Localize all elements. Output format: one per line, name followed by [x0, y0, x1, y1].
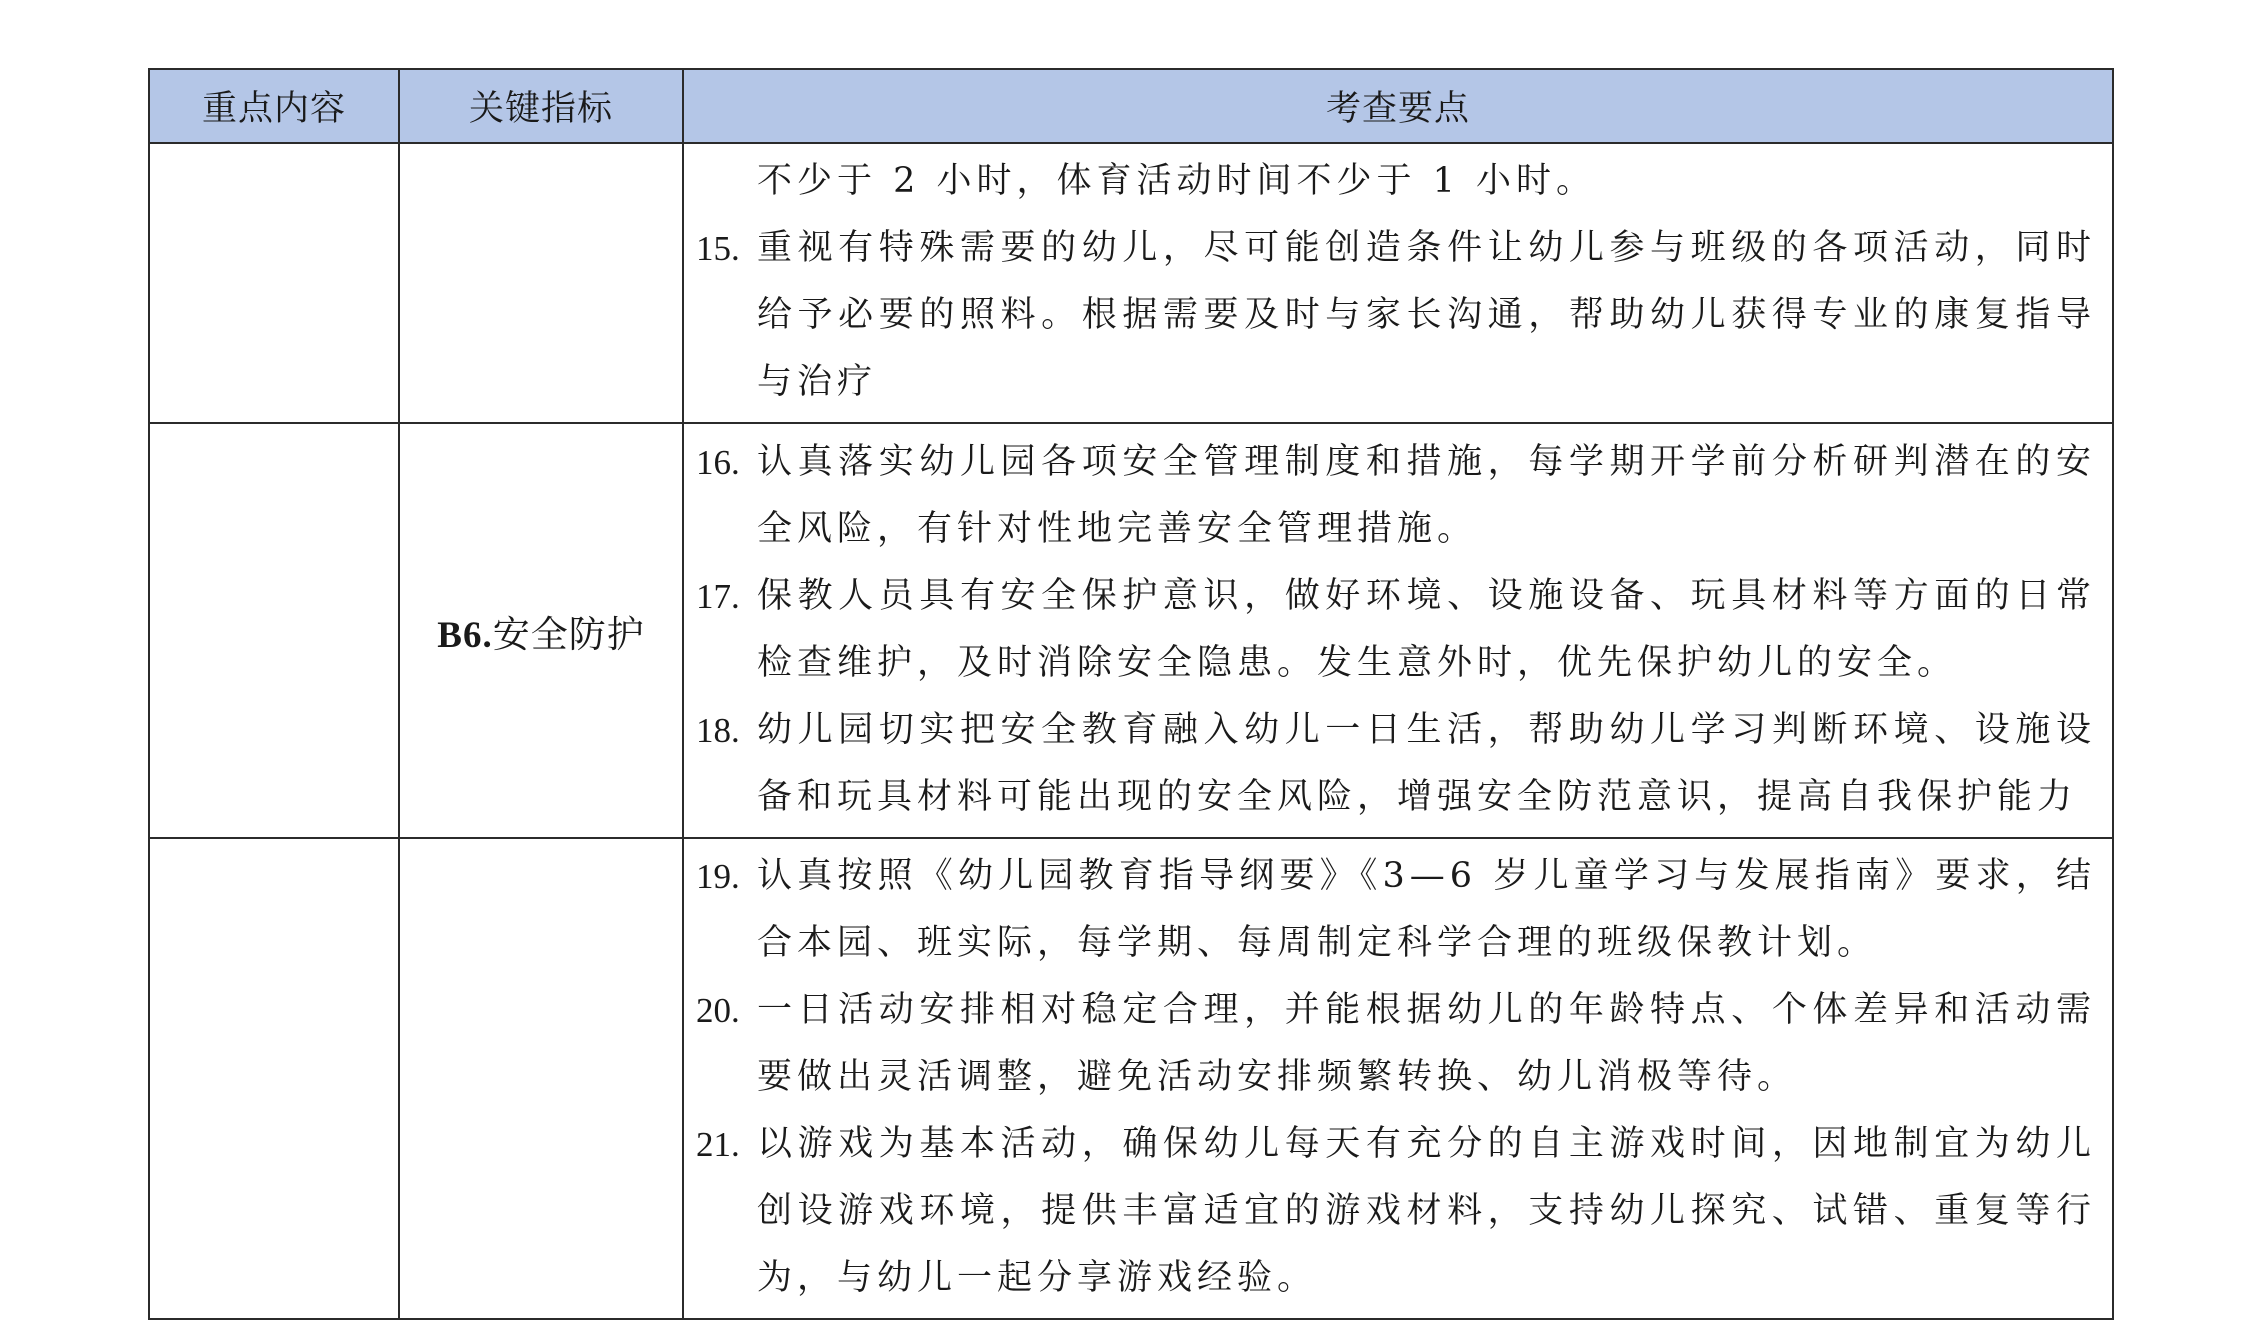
header-focus-content: 重点内容	[149, 69, 399, 143]
indicator-cell	[399, 143, 683, 423]
point-number: 16.	[696, 442, 740, 482]
point-number: 20.	[696, 991, 740, 1030]
point-number: 18.	[696, 710, 740, 750]
point-item	[696, 215, 2096, 416]
header-key-indicator: 关键指标	[399, 69, 683, 143]
table-header-row	[149, 69, 2113, 143]
table-row	[149, 143, 2113, 423]
focus-cell	[149, 423, 399, 838]
indicator-cell	[399, 423, 683, 838]
table-row	[149, 838, 2113, 1319]
table-row	[149, 423, 2113, 838]
indicator-name: 安全防护	[492, 612, 645, 656]
header-inspection-points: 考查要点	[683, 69, 2113, 143]
points-cell	[683, 143, 2113, 423]
point-number: 15.	[696, 229, 740, 268]
point-item	[696, 563, 2096, 697]
point-text: 幼儿园切实把安全教育融入幼儿一日生活，帮助幼儿学习判断环境、设施设备和玩具材料可能出现的安全风险，增强安全防范意识，提高自我保护能力	[757, 709, 2096, 817]
indicator-code: B6.	[437, 614, 493, 656]
point-item	[696, 977, 2096, 1111]
points-cell	[683, 423, 2113, 838]
point-text: 重视有特殊需要的幼儿，尽可能创造条件让幼儿参与班级的各项活动，同时给予必要的照料。根据需要及时与家长沟通，帮助幼儿获得专业的康复指导与治疗	[757, 228, 2096, 402]
point-number: 17.	[696, 576, 740, 616]
point-text: 不少于 2 小时，体育活动时间不少于 1 小时。	[757, 161, 1597, 201]
point-text: 以游戏为基本活动，确保幼儿每天有充分的自主游戏时间，因地制宜为幼儿创设游戏环境，提供丰富适宜的游戏材料，支持幼儿探究、试错、重复等行为，与幼儿一起分享游戏经验。	[757, 1124, 2096, 1298]
indicator-cell	[399, 838, 683, 1319]
point-number: 21.	[696, 1125, 740, 1164]
point-text: 一日活动安排相对稳定合理，并能根据幼儿的年龄特点、个体差异和活动需要做出灵活调整，避免活动安排频繁转换、幼儿消极等待。	[757, 990, 2096, 1097]
points-cell	[683, 838, 2113, 1319]
point-text: 认真按照《幼儿园教育指导纲要》《3—6 岁儿童学习与发展指南》要求，结合本园、班实际，每学期、每周制定科学合理的班级保教计划。	[757, 856, 2096, 963]
point-item	[696, 1111, 2096, 1312]
point-item	[696, 697, 2096, 831]
point-text: 保教人员具有安全保护意识，做好环境、设施设备、玩具材料等方面的日常检查维护，及时消除安全隐患。发生意外时，优先保护幼儿的安全。	[757, 575, 2096, 683]
point-number: 19.	[696, 857, 740, 896]
point-item	[696, 843, 2096, 977]
evaluation-table	[148, 68, 2114, 1320]
point-item	[696, 429, 2096, 563]
focus-cell	[149, 143, 399, 423]
focus-cell	[149, 838, 399, 1319]
point-text: 认真落实幼儿园各项安全管理制度和措施，每学期开学前分析研判潜在的安全风险，有针对性地完善安全管理措施。	[757, 441, 2096, 549]
point-continuation	[696, 148, 2096, 215]
